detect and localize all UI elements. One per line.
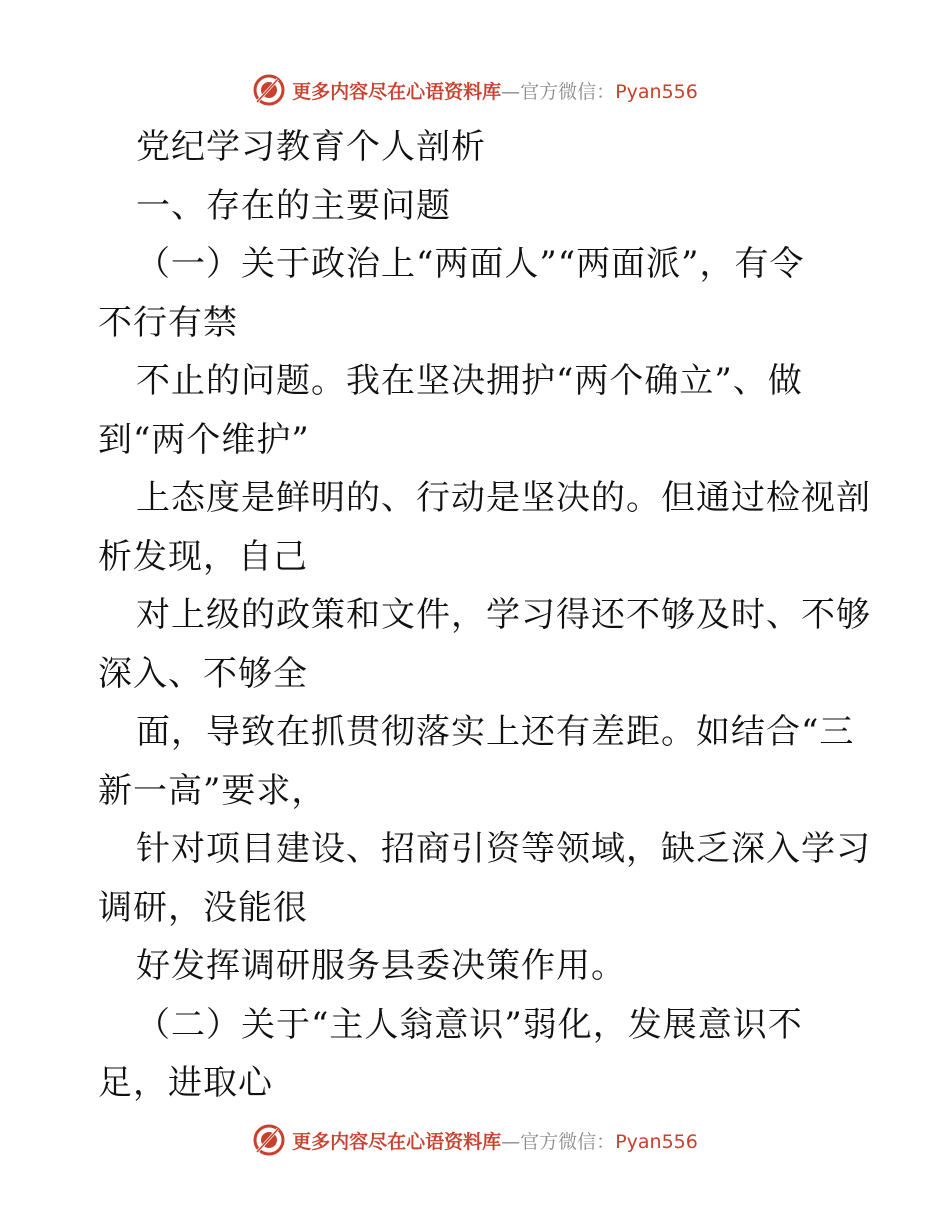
paragraph-line: （一）关于政治上“两面人”“两面派”，有令 — [136, 244, 805, 284]
paragraph-line: 上态度是鲜明的、行动是坚决的。但通过检视剖 — [136, 478, 871, 518]
paragraph-line: 针对项目建设、招商引资等领域，缺乏深入学习 — [136, 829, 871, 869]
header-watermark — [0, 70, 950, 110]
paragraph-line: 新一高”要求， — [98, 770, 327, 811]
watermark-text — [292, 1127, 698, 1154]
paragraph-line: 足，进取心 — [98, 1063, 273, 1103]
paragraph-line: 面，导致在抓贯彻落实上还有差距。如结合“三 — [136, 712, 855, 752]
paragraph-line: 不止的问题。我在坚决拥护“两个确立”、做 — [136, 361, 803, 401]
document-title: 党纪学习教育个人剖析 — [136, 127, 486, 167]
section-heading: 一、存在的主要问题 — [136, 185, 451, 226]
watermark-channel: 官方微信： — [520, 1130, 616, 1153]
watermark-channel: 官方微信： — [520, 80, 616, 103]
watermark-brand: 更多内容尽在心语资料库 — [292, 1130, 502, 1153]
watermark-separator: — — [501, 80, 521, 103]
paragraph-line: （二）关于“主人翁意识”弱化，发展意识不 — [136, 1004, 803, 1045]
paragraph-line: 对上级的政策和文件，学习得还不够及时、不够 — [136, 595, 871, 635]
watermark-account: Pyan556 — [615, 1130, 698, 1153]
watermark-separator: — — [501, 1130, 521, 1153]
footer-watermark — [0, 1120, 950, 1160]
watermark-account: Pyan556 — [615, 80, 698, 103]
paragraph-line: 好发挥调研服务县委决策作用。 — [136, 946, 626, 986]
paragraph-line: 到“两个维护” — [98, 419, 310, 460]
paragraph-line: 不行有禁 — [98, 302, 238, 343]
pen-circle-logo-icon — [252, 1123, 286, 1157]
pen-circle-logo-icon — [252, 73, 286, 107]
paragraph-line: 析发现，自己 — [98, 536, 308, 577]
watermark-brand: 更多内容尽在心语资料库 — [292, 80, 502, 103]
document-body — [98, 118, 871, 1113]
paragraph-line: 深入、不够全 — [98, 653, 308, 694]
watermark-text — [292, 77, 698, 104]
paragraph-line: 调研，没能很 — [98, 887, 308, 928]
